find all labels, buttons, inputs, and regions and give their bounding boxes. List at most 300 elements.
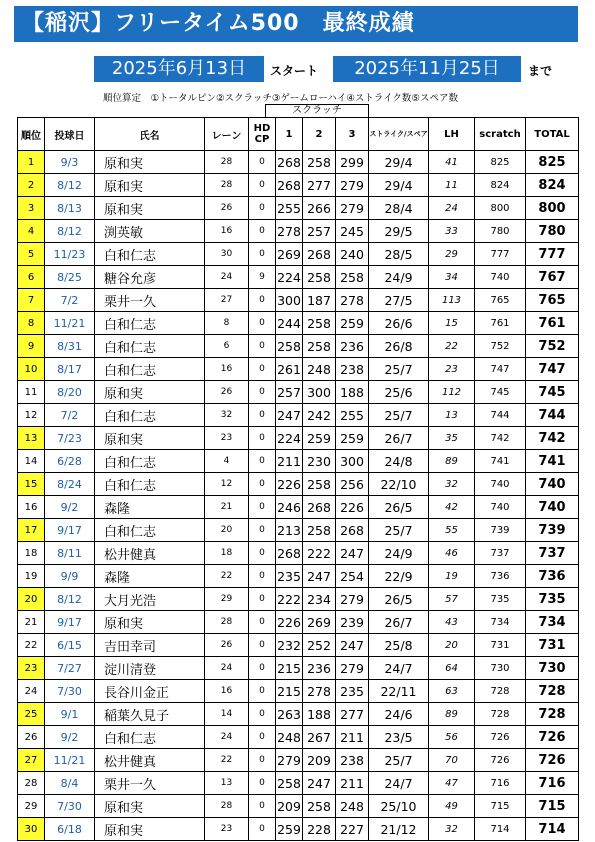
table-row <box>18 772 579 795</box>
game-3-cell: 279 <box>336 174 369 197</box>
rank-cell: 8 <box>18 312 45 335</box>
lane-cell: 21 <box>205 496 249 519</box>
game-3-cell: 188 <box>336 381 369 404</box>
game-3-cell: 211 <box>336 772 369 795</box>
lh-cell: 13 <box>429 404 475 427</box>
rank-cell: 13 <box>18 427 45 450</box>
scratch-cell: 737 <box>475 542 526 565</box>
lane-cell: 29 <box>205 588 249 611</box>
name-cell: 白和仁志 <box>95 243 205 266</box>
table-row <box>18 381 579 404</box>
game-1-cell: 261 <box>276 358 303 381</box>
game-1-cell: 269 <box>276 243 303 266</box>
total-cell: 825 <box>526 151 579 174</box>
total-cell: 765 <box>526 289 579 312</box>
date-cell: 8/20 <box>45 381 95 404</box>
lane-cell: 12 <box>205 473 249 496</box>
rank-cell: 21 <box>18 611 45 634</box>
game-1-cell: 209 <box>276 795 303 818</box>
date-cell: 7/30 <box>45 680 95 703</box>
game-2-cell: 252 <box>303 634 336 657</box>
lane-cell: 24 <box>205 657 249 680</box>
hdcp-cell: 0 <box>249 427 276 450</box>
total-cell: 715 <box>526 795 579 818</box>
game-1-cell: 268 <box>276 151 303 174</box>
strike-spare-cell: 26/7 <box>369 427 429 450</box>
name-cell: 原和実 <box>95 818 205 841</box>
hdcp-cell: 0 <box>249 289 276 312</box>
game-2-cell: 188 <box>303 703 336 726</box>
hdcp-cell: 0 <box>249 795 276 818</box>
total-cell: 800 <box>526 197 579 220</box>
game-2-cell: 247 <box>303 772 336 795</box>
rank-cell: 1 <box>18 151 45 174</box>
total-cell: 780 <box>526 220 579 243</box>
lh-cell: 24 <box>429 197 475 220</box>
game-3-cell: 235 <box>336 680 369 703</box>
game-1-cell: 224 <box>276 427 303 450</box>
game-2-cell: 258 <box>303 151 336 174</box>
rank-cell: 20 <box>18 588 45 611</box>
rank-cell: 12 <box>18 404 45 427</box>
header-hd: HD <box>253 123 271 134</box>
scratch-cell: 734 <box>475 611 526 634</box>
hdcp-cell: 0 <box>249 243 276 266</box>
scratch-cell: 726 <box>475 726 526 749</box>
hdcp-cell: 0 <box>249 657 276 680</box>
game-2-cell: 267 <box>303 726 336 749</box>
table-row <box>18 289 579 312</box>
strike-spare-cell: 24/9 <box>369 542 429 565</box>
scratch-cell: 824 <box>475 174 526 197</box>
lane-cell: 26 <box>205 381 249 404</box>
lh-cell: 42 <box>429 496 475 519</box>
game-1-cell: 222 <box>276 588 303 611</box>
scratch-cell: 777 <box>475 243 526 266</box>
rank-cell: 4 <box>18 220 45 243</box>
table-row <box>18 588 579 611</box>
lh-cell: 46 <box>429 542 475 565</box>
lh-cell: 32 <box>429 818 475 841</box>
scratch-cell: 761 <box>475 312 526 335</box>
game-2-cell: 242 <box>303 404 336 427</box>
strike-spare-cell: 22/10 <box>369 473 429 496</box>
name-cell: 渕英敏 <box>95 220 205 243</box>
game-1-cell: 232 <box>276 634 303 657</box>
rank-cell: 16 <box>18 496 45 519</box>
strike-spare-cell: 26/6 <box>369 312 429 335</box>
date-cell: 9/2 <box>45 726 95 749</box>
lh-cell: 35 <box>429 427 475 450</box>
header-rank: 順位 <box>18 118 45 151</box>
strike-spare-cell: 24/7 <box>369 657 429 680</box>
strike-spare-cell: 21/12 <box>369 818 429 841</box>
scratch-cell: 752 <box>475 335 526 358</box>
strike-spare-cell: 24/8 <box>369 450 429 473</box>
date-cell: 6/18 <box>45 818 95 841</box>
name-cell: 原和実 <box>95 611 205 634</box>
hdcp-cell: 0 <box>249 174 276 197</box>
game-1-cell: 257 <box>276 381 303 404</box>
date-cell: 7/23 <box>45 427 95 450</box>
scratch-cell: 715 <box>475 795 526 818</box>
game-3-cell: 248 <box>336 795 369 818</box>
date-cell: 8/4 <box>45 772 95 795</box>
total-cell: 730 <box>526 657 579 680</box>
strike-spare-cell: 25/10 <box>369 795 429 818</box>
header-game-2: 2 <box>303 118 336 151</box>
table-row <box>18 243 579 266</box>
hdcp-cell: 0 <box>249 335 276 358</box>
scratch-cell: 735 <box>475 588 526 611</box>
table-row <box>18 634 579 657</box>
lh-cell: 56 <box>429 726 475 749</box>
scratch-cell: 716 <box>475 772 526 795</box>
game-3-cell: 300 <box>336 450 369 473</box>
date-cell: 8/17 <box>45 358 95 381</box>
date-cell: 8/24 <box>45 473 95 496</box>
strike-spare-cell: 26/5 <box>369 496 429 519</box>
game-3-cell: 247 <box>336 634 369 657</box>
header-lh: LH <box>429 118 475 151</box>
lane-cell: 32 <box>205 404 249 427</box>
game-2-cell: 268 <box>303 496 336 519</box>
game-2-cell: 258 <box>303 312 336 335</box>
hdcp-cell: 0 <box>249 611 276 634</box>
table-row <box>18 703 579 726</box>
total-cell: 716 <box>526 772 579 795</box>
table-row <box>18 404 579 427</box>
hdcp-cell: 0 <box>249 381 276 404</box>
rank-cell: 11 <box>18 381 45 404</box>
game-3-cell: 259 <box>336 312 369 335</box>
lh-cell: 32 <box>429 473 475 496</box>
strike-spare-cell: 22/11 <box>369 680 429 703</box>
rank-cell: 27 <box>18 749 45 772</box>
strike-spare-cell: 28/4 <box>369 197 429 220</box>
name-cell: 長谷川金正 <box>95 680 205 703</box>
rank-cell: 23 <box>18 657 45 680</box>
game-2-cell: 257 <box>303 220 336 243</box>
game-3-cell: 226 <box>336 496 369 519</box>
date-cell: 7/27 <box>45 657 95 680</box>
hdcp-cell: 0 <box>249 588 276 611</box>
game-3-cell: 256 <box>336 473 369 496</box>
game-1-cell: 235 <box>276 565 303 588</box>
name-cell: 白和仁志 <box>95 404 205 427</box>
rank-cell: 5 <box>18 243 45 266</box>
table-row <box>18 197 579 220</box>
table-row <box>18 726 579 749</box>
game-3-cell: 277 <box>336 703 369 726</box>
lane-cell: 13 <box>205 772 249 795</box>
game-1-cell: 268 <box>276 542 303 565</box>
name-cell: 吉田幸司 <box>95 634 205 657</box>
lane-cell: 14 <box>205 703 249 726</box>
hdcp-cell: 0 <box>249 312 276 335</box>
ranking-criteria: 順位算定 ①トータルピン②スクラッチ③ゲームローハイ④ストライク数⑤スペア数 <box>103 93 458 104</box>
hdcp-cell: 0 <box>249 726 276 749</box>
game-3-cell: 279 <box>336 197 369 220</box>
strike-spare-cell: 26/7 <box>369 611 429 634</box>
scratch-cell: 747 <box>475 358 526 381</box>
name-cell: 栗井一久 <box>95 772 205 795</box>
rank-cell: 2 <box>18 174 45 197</box>
game-2-cell: 247 <box>303 565 336 588</box>
table-row <box>18 335 579 358</box>
name-cell: 原和実 <box>95 427 205 450</box>
game-1-cell: 248 <box>276 726 303 749</box>
date-cell: 11/21 <box>45 749 95 772</box>
game-2-cell: 277 <box>303 174 336 197</box>
game-2-cell: 278 <box>303 680 336 703</box>
total-cell: 736 <box>526 565 579 588</box>
total-cell: 742 <box>526 427 579 450</box>
date-cell: 8/12 <box>45 174 95 197</box>
lane-cell: 18 <box>205 542 249 565</box>
game-2-cell: 228 <box>303 818 336 841</box>
name-cell: 栗井一久 <box>95 289 205 312</box>
game-1-cell: 213 <box>276 519 303 542</box>
lh-cell: 112 <box>429 381 475 404</box>
lh-cell: 64 <box>429 657 475 680</box>
scratch-cell: 765 <box>475 289 526 312</box>
scratch-cell: 739 <box>475 519 526 542</box>
game-3-cell: 254 <box>336 565 369 588</box>
scratch-cell: 800 <box>475 197 526 220</box>
game-2-cell: 266 <box>303 197 336 220</box>
game-2-cell: 236 <box>303 657 336 680</box>
date-cell: 8/25 <box>45 266 95 289</box>
game-3-cell: 211 <box>336 726 369 749</box>
date-cell: 6/15 <box>45 634 95 657</box>
table-row <box>18 473 579 496</box>
game-1-cell: 215 <box>276 657 303 680</box>
scratch-cell: 726 <box>475 749 526 772</box>
strike-spare-cell: 24/6 <box>369 703 429 726</box>
table-row <box>18 542 579 565</box>
rank-cell: 14 <box>18 450 45 473</box>
header-name: 氏名 <box>95 118 205 151</box>
rank-cell: 28 <box>18 772 45 795</box>
strike-spare-cell: 25/7 <box>369 404 429 427</box>
total-cell: 737 <box>526 542 579 565</box>
game-3-cell: 255 <box>336 404 369 427</box>
date-cell: 8/11 <box>45 542 95 565</box>
page-title: 【稲沢】フリータイム500 最終成績 <box>14 6 578 42</box>
game-1-cell: 215 <box>276 680 303 703</box>
hdcp-cell: 0 <box>249 197 276 220</box>
game-2-cell: 258 <box>303 519 336 542</box>
strike-spare-cell: 29/5 <box>369 220 429 243</box>
lane-cell: 16 <box>205 358 249 381</box>
hdcp-cell: 0 <box>249 772 276 795</box>
total-cell: 747 <box>526 358 579 381</box>
header-lane: レーン <box>205 118 249 151</box>
hdcp-cell: 0 <box>249 358 276 381</box>
results-table <box>17 117 579 841</box>
table-row <box>18 450 579 473</box>
table-row <box>18 565 579 588</box>
game-3-cell: 259 <box>336 427 369 450</box>
game-3-cell: 245 <box>336 220 369 243</box>
lh-cell: 55 <box>429 519 475 542</box>
table-row <box>18 657 579 680</box>
lane-cell: 26 <box>205 197 249 220</box>
name-cell: 大月光浩 <box>95 588 205 611</box>
total-cell: 824 <box>526 174 579 197</box>
lh-cell: 89 <box>429 703 475 726</box>
table-row <box>18 312 579 335</box>
lh-cell: 22 <box>429 335 475 358</box>
start-label: スタート <box>270 64 319 78</box>
lh-cell: 23 <box>429 358 475 381</box>
game-3-cell: 238 <box>336 749 369 772</box>
game-3-cell: 247 <box>336 542 369 565</box>
total-cell: 741 <box>526 450 579 473</box>
hdcp-cell: 0 <box>249 749 276 772</box>
rank-cell: 30 <box>18 818 45 841</box>
end-label: まで <box>528 64 553 78</box>
table-row <box>18 174 579 197</box>
total-cell: 726 <box>526 749 579 772</box>
total-cell: 734 <box>526 611 579 634</box>
rank-cell: 9 <box>18 335 45 358</box>
strike-spare-cell: 29/4 <box>369 174 429 197</box>
total-cell: 761 <box>526 312 579 335</box>
date-cell: 7/2 <box>45 404 95 427</box>
scratch-cell: 714 <box>475 818 526 841</box>
end-date: 2025年11月25日 <box>333 56 521 82</box>
lh-cell: 89 <box>429 450 475 473</box>
name-cell: 白和仁志 <box>95 519 205 542</box>
game-3-cell: 268 <box>336 519 369 542</box>
scratch-cell: 745 <box>475 381 526 404</box>
lh-cell: 29 <box>429 243 475 266</box>
date-cell: 9/17 <box>45 611 95 634</box>
start-date: 2025年6月13日 <box>94 56 264 82</box>
date-cell: 9/17 <box>45 519 95 542</box>
game-2-cell: 234 <box>303 588 336 611</box>
game-1-cell: 255 <box>276 197 303 220</box>
rank-cell: 26 <box>18 726 45 749</box>
lh-cell: 70 <box>429 749 475 772</box>
strike-spare-cell: 28/5 <box>369 243 429 266</box>
header-game-3: 3 <box>336 118 369 151</box>
strike-spare-cell: 26/5 <box>369 588 429 611</box>
rank-cell: 25 <box>18 703 45 726</box>
scratch-cell: 742 <box>475 427 526 450</box>
game-2-cell: 259 <box>303 427 336 450</box>
strike-spare-cell: 24/7 <box>369 772 429 795</box>
strike-spare-cell: 25/7 <box>369 358 429 381</box>
lane-cell: 24 <box>205 726 249 749</box>
lane-cell: 26 <box>205 634 249 657</box>
lh-cell: 49 <box>429 795 475 818</box>
game-2-cell: 222 <box>303 542 336 565</box>
name-cell: 松井健真 <box>95 749 205 772</box>
game-2-cell: 258 <box>303 473 336 496</box>
hdcp-cell: 0 <box>249 680 276 703</box>
lh-cell: 57 <box>429 588 475 611</box>
name-cell: 原和実 <box>95 197 205 220</box>
game-3-cell: 236 <box>336 335 369 358</box>
strike-spare-cell: 25/7 <box>369 749 429 772</box>
lane-cell: 20 <box>205 519 249 542</box>
lane-cell: 28 <box>205 611 249 634</box>
lane-cell: 16 <box>205 220 249 243</box>
lh-cell: 19 <box>429 565 475 588</box>
scratch-cell: 740 <box>475 496 526 519</box>
table-row <box>18 496 579 519</box>
game-1-cell: 244 <box>276 312 303 335</box>
lane-cell: 4 <box>205 450 249 473</box>
strike-spare-cell: 24/9 <box>369 266 429 289</box>
lane-cell: 22 <box>205 565 249 588</box>
hdcp-cell: 0 <box>249 151 276 174</box>
total-cell: 726 <box>526 726 579 749</box>
name-cell: 白和仁志 <box>95 335 205 358</box>
date-cell: 8/31 <box>45 335 95 358</box>
game-1-cell: 246 <box>276 496 303 519</box>
name-cell: 淀川清登 <box>95 657 205 680</box>
strike-spare-cell: 25/7 <box>369 519 429 542</box>
lane-cell: 27 <box>205 289 249 312</box>
total-cell: 745 <box>526 381 579 404</box>
game-1-cell: 268 <box>276 174 303 197</box>
game-3-cell: 279 <box>336 657 369 680</box>
table-row <box>18 151 579 174</box>
game-3-cell: 299 <box>336 151 369 174</box>
game-2-cell: 187 <box>303 289 336 312</box>
date-cell: 9/3 <box>45 151 95 174</box>
name-cell: 原和実 <box>95 151 205 174</box>
total-cell: 731 <box>526 634 579 657</box>
lane-cell: 28 <box>205 174 249 197</box>
name-cell: 松井健真 <box>95 542 205 565</box>
rank-cell: 10 <box>18 358 45 381</box>
table-row <box>18 795 579 818</box>
scratch-cell: 730 <box>475 657 526 680</box>
game-1-cell: 226 <box>276 611 303 634</box>
hdcp-cell: 0 <box>249 565 276 588</box>
rank-cell: 7 <box>18 289 45 312</box>
date-cell: 8/13 <box>45 197 95 220</box>
hdcp-cell: 0 <box>249 404 276 427</box>
game-1-cell: 300 <box>276 289 303 312</box>
lane-cell: 30 <box>205 243 249 266</box>
hdcp-cell: 0 <box>249 450 276 473</box>
total-cell: 735 <box>526 588 579 611</box>
date-cell: 11/23 <box>45 243 95 266</box>
date-cell: 8/12 <box>45 588 95 611</box>
scratch-cell: 780 <box>475 220 526 243</box>
scratch-cell: 744 <box>475 404 526 427</box>
total-cell: 752 <box>526 335 579 358</box>
game-1-cell: 258 <box>276 772 303 795</box>
name-cell: 森隆 <box>95 565 205 588</box>
lh-cell: 47 <box>429 772 475 795</box>
game-3-cell: 258 <box>336 266 369 289</box>
total-cell: 777 <box>526 243 579 266</box>
lh-cell: 63 <box>429 680 475 703</box>
scratch-cell: 731 <box>475 634 526 657</box>
name-cell: 原和実 <box>95 381 205 404</box>
table-row <box>18 427 579 450</box>
table-row <box>18 611 579 634</box>
name-cell: 原和実 <box>95 174 205 197</box>
game-2-cell: 258 <box>303 335 336 358</box>
